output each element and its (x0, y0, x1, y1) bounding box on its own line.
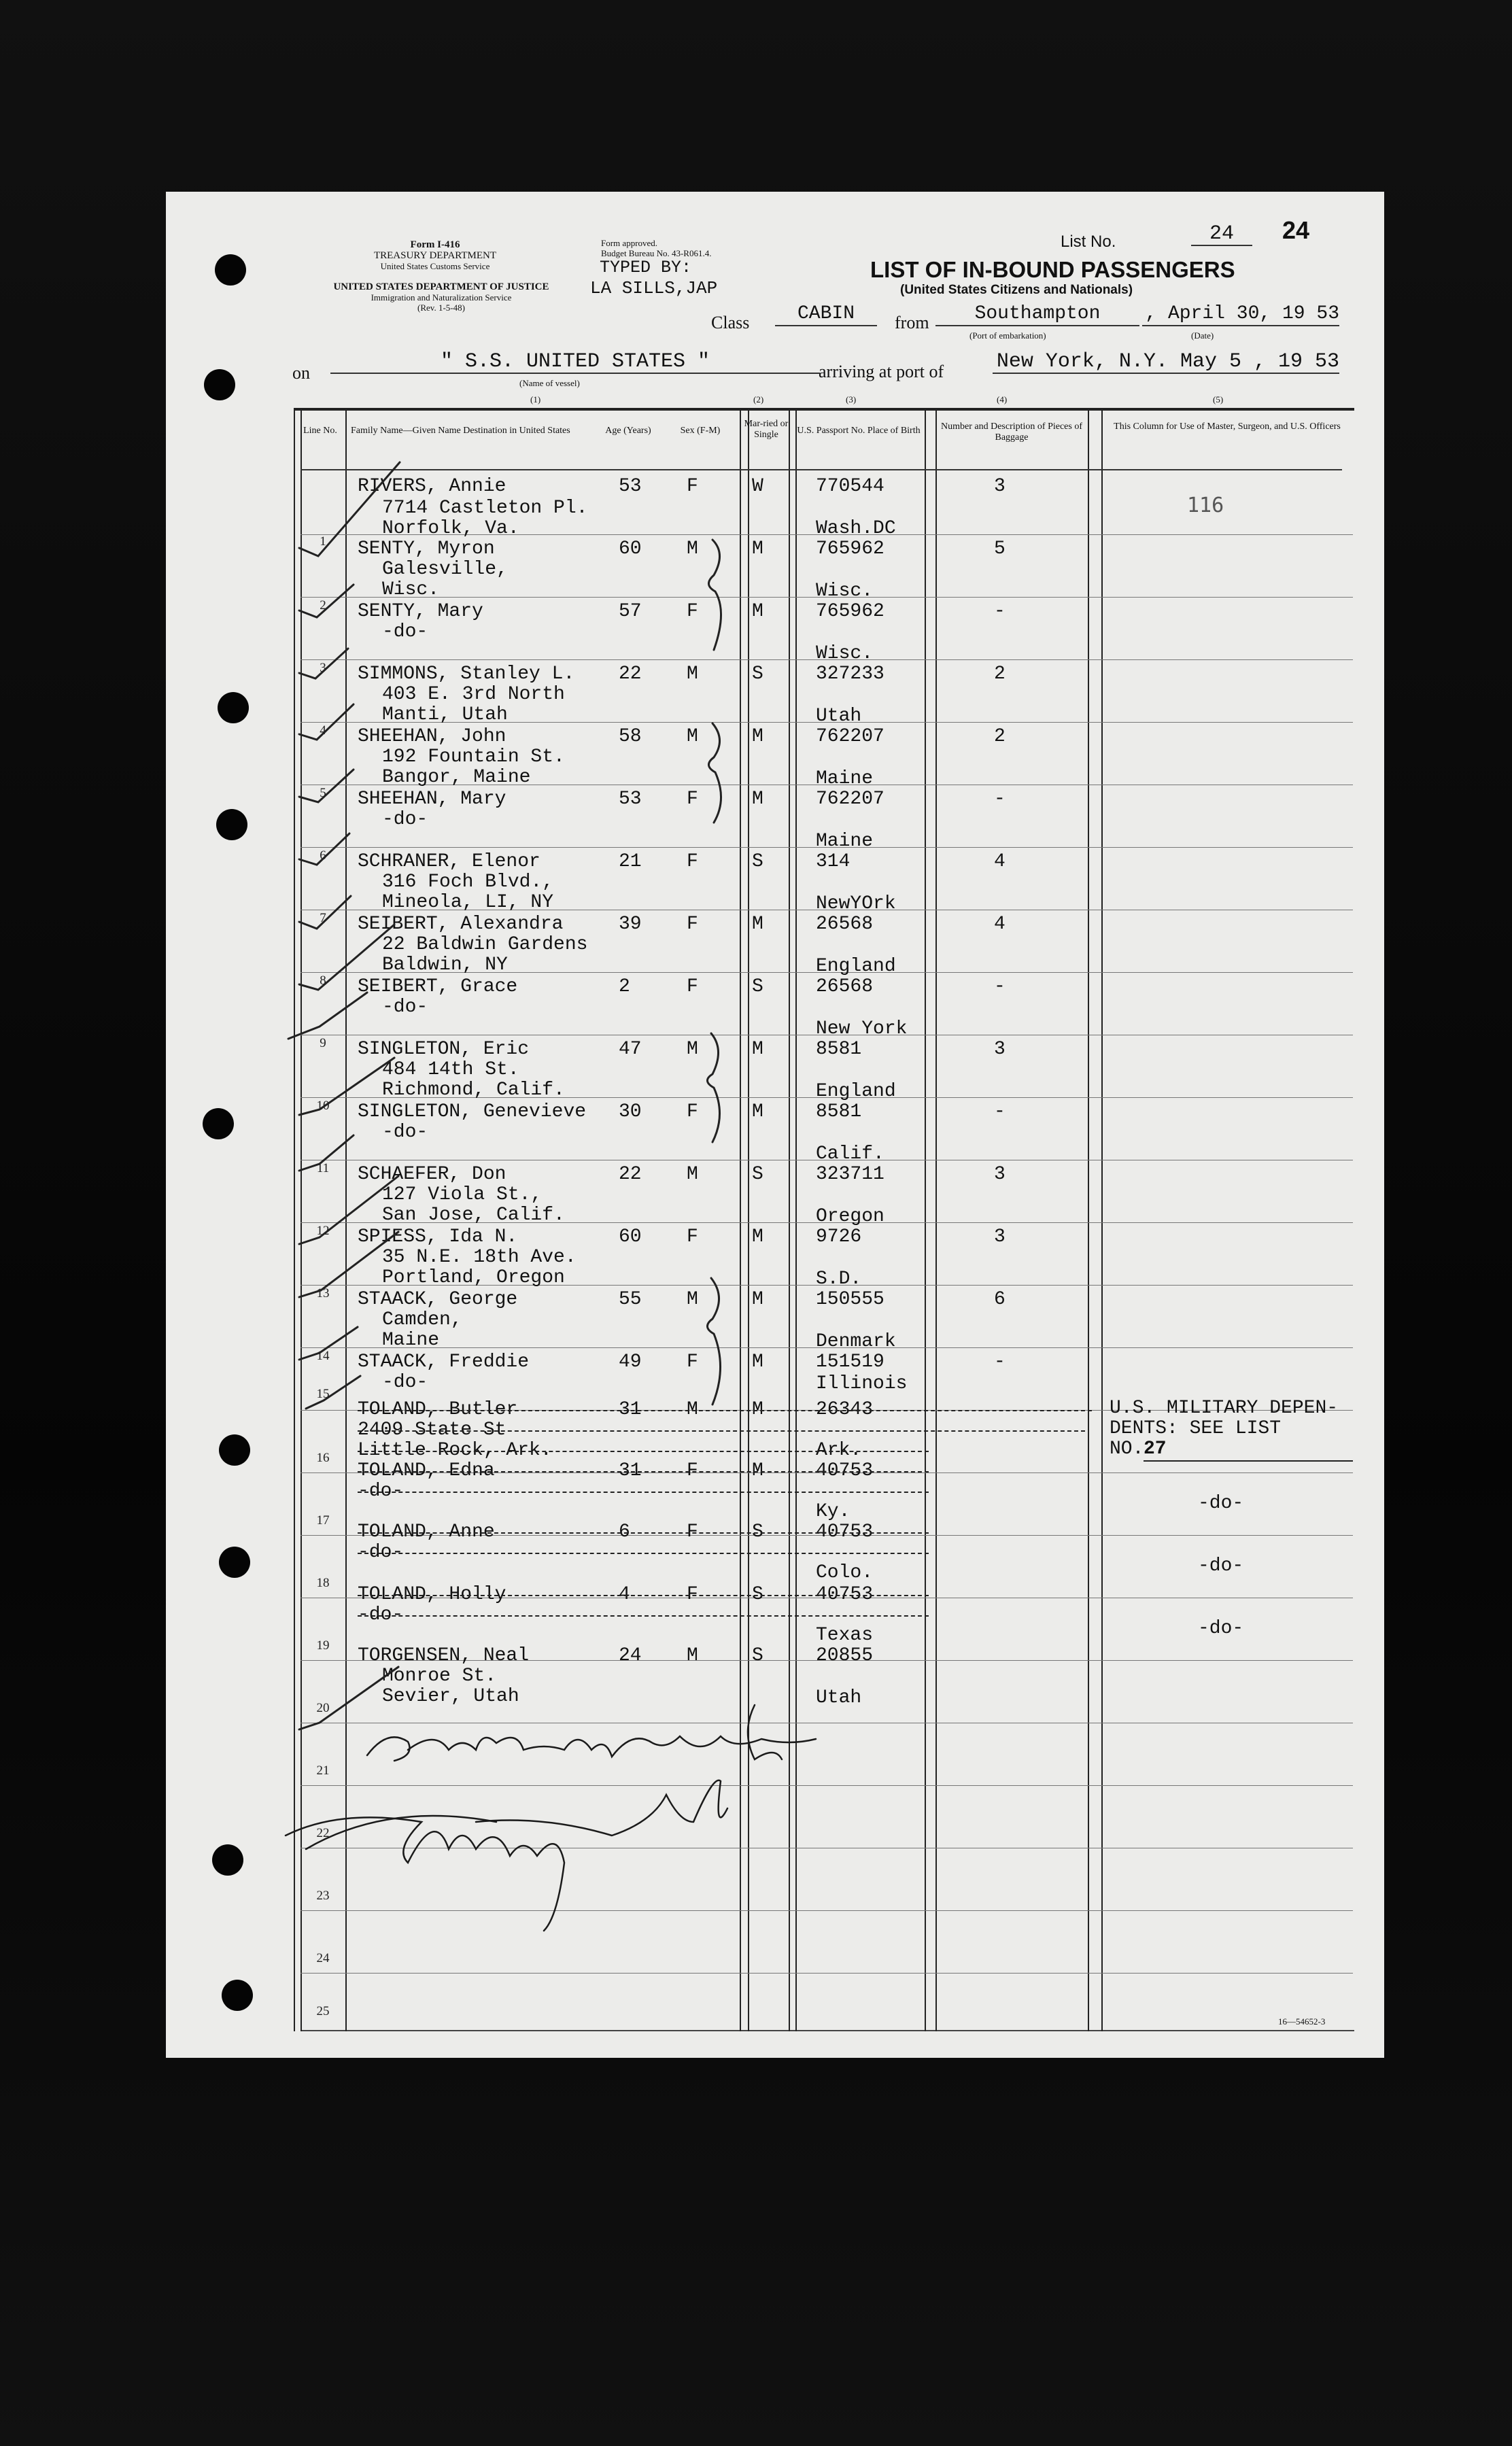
line-number: 22 (316, 1826, 330, 1840)
officer-remark: DENTS: SEE LIST (1110, 1418, 1282, 1439)
passenger-address: Monroe St. (382, 1666, 497, 1687)
line-number: 23 (316, 1889, 330, 1903)
on-label: on (292, 363, 310, 383)
line-number: 24 (316, 1951, 330, 1965)
passenger-sex: F (687, 789, 698, 810)
passenger-sex: M (687, 1399, 698, 1420)
place-of-birth: S.D. (816, 1269, 862, 1290)
passenger-address: -do- (382, 809, 428, 830)
line-number: 9 (320, 1036, 326, 1050)
officer-remark: U.S. MILITARY DEPEN- (1110, 1398, 1339, 1419)
passenger-address: -do- (358, 1604, 404, 1625)
passenger-name: SHEEHAN, John (358, 726, 506, 747)
place-of-birth: Denmark (816, 1331, 896, 1352)
list-no-label: List No. (1061, 232, 1116, 251)
passenger-marital: M (752, 1399, 763, 1420)
officer-remark: -do- (1198, 1493, 1244, 1514)
passenger-sex: M (687, 664, 698, 685)
passenger-marital: M (752, 538, 763, 559)
check-mark (299, 649, 348, 678)
check-mark (299, 833, 349, 865)
passenger-sex: F (687, 1521, 698, 1543)
header-baggage: Number and Description of Pieces of Baggage (941, 421, 1082, 443)
passenger-age: 6 (619, 1521, 630, 1543)
place-of-birth: New York (816, 1018, 908, 1039)
passenger-age: 58 (619, 726, 642, 747)
check-mark (299, 704, 354, 740)
justice-department: UNITED STATES DEPARTMENT OF JUSTICE (333, 281, 549, 292)
passenger-name: STAACK, Freddie (358, 1351, 530, 1373)
col-num-1: (1) (530, 394, 541, 404)
line-number: 16 (316, 1451, 330, 1465)
place-of-birth: Ark. (816, 1440, 862, 1461)
baggage-count: - (994, 1351, 1006, 1373)
passenger-marital: M (752, 601, 763, 622)
passenger-sex: F (687, 1460, 698, 1481)
passport-number: 150555 (816, 1289, 884, 1310)
list-title: LIST OF IN-BOUND PASSENGERS (870, 257, 1235, 282)
passenger-name: SHEEHAN, Mary (358, 789, 506, 810)
printer-code: 16—54652-3 (1278, 2016, 1326, 2027)
place-of-birth: England (816, 956, 896, 977)
passenger-address: -do- (358, 1542, 404, 1563)
passenger-name: SIMMONS, Stanley L. (358, 664, 575, 685)
col-num-2: (2) (753, 394, 764, 404)
passenger-sex: F (687, 1226, 698, 1247)
passenger-age: 21 (619, 851, 642, 872)
passenger-marital: M (752, 1039, 763, 1060)
check-mark (299, 1176, 398, 1244)
passenger-sex: M (687, 1289, 698, 1310)
typed-by-label: TYPED BY: (600, 258, 692, 277)
class-label: Class (711, 313, 750, 332)
treasury-department: TREASURY DEPARTMENT (373, 250, 497, 261)
header-sex: Sex (F-M) (680, 426, 721, 436)
passenger-sex: M (687, 726, 698, 747)
passenger-address: -do- (382, 1122, 428, 1143)
passport-number: 26568 (816, 976, 874, 997)
passenger-address: 192 Fountain St. (382, 746, 565, 768)
place-of-birth: Ky. (816, 1501, 850, 1522)
place-of-birth: Utah (816, 706, 862, 727)
passenger-marital: M (752, 789, 763, 810)
check-mark (288, 993, 367, 1039)
bracket-mark (708, 723, 721, 823)
check-mark (306, 1376, 360, 1409)
line-number: 8 (320, 974, 326, 988)
passport-number: 765962 (816, 601, 884, 622)
passport-number: 762207 (816, 726, 884, 747)
check-mark (299, 585, 354, 617)
baggage-count: - (994, 601, 1006, 622)
header-family-name: Family Name—Given Name Destination in United States (351, 426, 570, 436)
passenger-name: TOLAND, Anne (358, 1521, 495, 1543)
passenger-name: SENTY, Mary (358, 601, 483, 622)
form-approved: Form approved. (601, 238, 658, 248)
officer-remark: -do- (1198, 1555, 1244, 1577)
passport-number: 765962 (816, 538, 884, 559)
form-number: Form I-416 (410, 239, 460, 250)
place-of-birth: Maine (816, 831, 874, 852)
passport-number: 9726 (816, 1226, 862, 1247)
line-number: 12 (316, 1224, 330, 1238)
typed-by-value: LA SILLS,JAP (590, 278, 718, 298)
line-number: 14 (316, 1349, 330, 1363)
passport-number: 762207 (816, 789, 884, 810)
passenger-address: -do- (382, 621, 428, 642)
arrival-port-date: New York, N.Y. May 5 , 19 53 (993, 351, 1339, 374)
place-of-birth: Texas (816, 1625, 874, 1646)
place-of-birth: NewYOrk (816, 893, 896, 914)
passenger-sex: M (687, 1164, 698, 1185)
passenger-sex: F (687, 601, 698, 622)
vessel-name: " S.S. UNITED STATES " (330, 351, 820, 374)
passenger-marital: M (752, 914, 763, 935)
passenger-age: 30 (619, 1101, 642, 1122)
baggage-count: 2 (994, 664, 1006, 685)
class-value: CABIN (775, 303, 877, 326)
passenger-address: Bangor, Maine (382, 767, 531, 788)
customs-service: United States Customs Service (380, 261, 490, 271)
passenger-sex: F (687, 976, 698, 997)
passenger-name: TOLAND, Holly (358, 1584, 506, 1605)
passenger-address: Camden, (382, 1309, 462, 1330)
check-marks (288, 462, 400, 1729)
passenger-address: Maine (382, 1330, 440, 1351)
place-of-birth: England (816, 1081, 896, 1102)
passenger-address: Mineola, LI, NY (382, 892, 554, 913)
header-officers: This Column for Use of Master, Surgeon, and U.S. Officers (1114, 421, 1341, 432)
passenger-name: SCHRANER, Elenor (358, 851, 540, 872)
passenger-marital: S (752, 976, 763, 997)
passenger-name: RIVERS, Annie (358, 476, 506, 497)
passenger-address: -do- (382, 1372, 428, 1393)
passenger-address: Richmond, Calif. (382, 1080, 565, 1101)
passenger-address: 2409 State St (358, 1419, 506, 1441)
passenger-age: 31 (619, 1399, 642, 1420)
officer-remark: NO. (1110, 1439, 1144, 1460)
baggage-count: 5 (994, 538, 1006, 559)
passenger-marital: S (752, 851, 763, 872)
header-age: Age (Years) (605, 426, 651, 436)
passenger-address: Norfolk, Va. (382, 518, 519, 539)
list-no-stamp: 24 (1282, 216, 1310, 244)
passenger-sex: F (687, 1351, 698, 1373)
line-number: 21 (316, 1763, 330, 1778)
passport-number: 770544 (816, 476, 884, 497)
line-number: 10 (316, 1099, 330, 1113)
ins-service: Immigration and Naturalization Service (371, 292, 512, 303)
from-label: from (895, 313, 929, 332)
passenger-age: 2 (619, 976, 630, 997)
passenger-address: Sevier, Utah (382, 1686, 519, 1707)
passenger-age: 57 (619, 601, 642, 622)
line-number: 15 (316, 1387, 330, 1401)
baggage-count: 3 (994, 1039, 1006, 1060)
passenger-sex: F (687, 1584, 698, 1605)
passport-number: 151519 (816, 1351, 884, 1373)
officer-remark: 116 (1187, 494, 1224, 517)
passenger-address: 127 Viola St., (382, 1184, 543, 1205)
passenger-age: 60 (619, 1226, 642, 1247)
header-married: Mar-ried or Single (744, 419, 789, 440)
place-of-birth: Maine (816, 768, 874, 789)
passenger-age: 22 (619, 664, 642, 685)
passenger-address: 35 N.E. 18th Ave. (382, 1247, 577, 1268)
place-of-birth: Wash.DC (816, 518, 896, 539)
passenger-address: 7714 Castleton Pl. (382, 498, 588, 519)
passenger-age: 4 (619, 1584, 630, 1605)
vessel-caption: (Name of vessel) (519, 378, 580, 388)
passenger-address: Baldwin, NY (382, 954, 508, 976)
line-number: 7 (320, 911, 326, 925)
passenger-marital: S (752, 664, 763, 685)
place-of-birth: Wisc. (816, 643, 874, 664)
passenger-address: San Jose, Calif. (382, 1205, 565, 1226)
baggage-count: 3 (994, 1164, 1006, 1185)
passenger-age: 39 (619, 914, 642, 935)
passenger-marital: M (752, 1289, 763, 1310)
list-subtitle: (United States Citizens and Nationals) (900, 283, 1133, 297)
passenger-marital: M (752, 1351, 763, 1373)
baggage-count: - (994, 976, 1006, 997)
check-mark (299, 1667, 398, 1729)
port-caption: (Port of embarkation) (969, 330, 1046, 341)
check-mark (299, 462, 400, 556)
passenger-name: SEIBERT, Alexandra (358, 914, 564, 935)
passenger-age: 53 (619, 789, 642, 810)
check-mark (299, 770, 354, 802)
passenger-age: 24 (619, 1645, 642, 1666)
line-number: 25 (316, 2004, 330, 2018)
list-no-value: 24 (1191, 223, 1252, 246)
passenger-name: SEIBERT, Grace (358, 976, 518, 997)
budget-bureau: Budget Bureau No. 43-R061.4. (601, 248, 712, 258)
passenger-name: SCHAEFER, Don (358, 1164, 506, 1185)
line-number: 5 (320, 786, 326, 800)
passenger-address: Little Rock, Ark. (358, 1440, 552, 1461)
baggage-count: 3 (994, 476, 1006, 497)
place-of-birth: Utah (816, 1687, 862, 1708)
passenger-sex: M (687, 1039, 698, 1060)
passenger-sex: F (687, 476, 698, 497)
check-mark (299, 896, 351, 929)
port-of-embarkation: Southampton (935, 303, 1139, 326)
line-number: 13 (316, 1286, 330, 1300)
passenger-marital: M (752, 1226, 763, 1247)
line-number: 6 (320, 848, 326, 863)
passenger-age: 49 (619, 1351, 642, 1373)
passenger-sex: F (687, 914, 698, 935)
passenger-marital: W (752, 476, 763, 497)
passenger-sex: F (687, 851, 698, 872)
passenger-address: Wisc. (382, 579, 440, 600)
passenger-name: TORGENSEN, Neal (358, 1645, 530, 1666)
officer-remark-list-number: 27 (1144, 1439, 1353, 1462)
place-of-birth: Illinois (816, 1373, 908, 1394)
line-number: 20 (316, 1701, 330, 1715)
col-num-3: (3) (846, 394, 857, 404)
baggage-count: 6 (994, 1289, 1006, 1310)
passport-number: 40753 (816, 1584, 874, 1605)
baggage-count: 2 (994, 726, 1006, 747)
check-mark (299, 1232, 398, 1297)
passenger-age: 31 (619, 1460, 642, 1481)
passenger-address: -do- (358, 1481, 404, 1502)
check-mark (299, 1135, 354, 1171)
passenger-name: SPIESS, Ida N. (358, 1226, 518, 1247)
passenger-address: 316 Foch Blvd., (382, 872, 554, 893)
passenger-age: 22 (619, 1164, 642, 1185)
line-number: 2 (320, 598, 326, 613)
passport-number: 20855 (816, 1645, 874, 1666)
departure-date: , April 30, 19 53 (1142, 303, 1339, 326)
check-mark (299, 925, 394, 990)
passenger-marital: M (752, 726, 763, 747)
passenger-address: Portland, Oregon (382, 1267, 565, 1288)
baggage-count: - (994, 789, 1006, 810)
passport-number: 327233 (816, 664, 884, 685)
form-revision: (Rev. 1-5-48) (417, 303, 465, 313)
place-of-birth: Wisc. (816, 581, 874, 602)
passport-number: 323711 (816, 1164, 884, 1185)
passenger-marital: S (752, 1584, 763, 1605)
passenger-address: Manti, Utah (382, 704, 508, 725)
passenger-address: 403 E. 3rd North (382, 684, 565, 705)
passport-number: 26343 (816, 1399, 874, 1420)
passport-number: 26568 (816, 914, 874, 935)
baggage-count: 3 (994, 1226, 1006, 1247)
passenger-name: TOLAND, Edna (358, 1460, 495, 1481)
baggage-count: 4 (994, 851, 1006, 872)
col-num-4: (4) (997, 394, 1008, 404)
passenger-name: TOLAND, Butler (358, 1399, 518, 1420)
line-number: 1 (320, 534, 326, 549)
passenger-name: SINGLETON, Genevieve (358, 1101, 587, 1122)
passenger-age: 60 (619, 538, 642, 559)
passenger-address: -do- (382, 997, 428, 1018)
bracket-mark (707, 1278, 720, 1405)
date-caption: (Date) (1191, 330, 1214, 341)
check-mark (299, 1327, 358, 1360)
family-brackets (707, 540, 721, 1405)
passenger-age: 53 (619, 476, 642, 497)
col-num-5: (5) (1213, 394, 1224, 404)
line-number: 19 (316, 1638, 330, 1653)
bracket-mark (708, 540, 721, 650)
line-number: 11 (316, 1161, 330, 1175)
place-of-birth: Calif. (816, 1143, 884, 1165)
passenger-age: 47 (619, 1039, 642, 1060)
arriving-label: arriving at port of (819, 362, 944, 381)
officer-remark: -do- (1198, 1618, 1244, 1639)
passenger-address: 484 14th St. (382, 1059, 519, 1080)
passenger-sex: F (687, 1101, 698, 1122)
passenger-marital: M (752, 1460, 763, 1481)
passenger-marital: M (752, 1101, 763, 1122)
line-number: 18 (316, 1576, 330, 1590)
passenger-age: 55 (619, 1289, 642, 1310)
passport-number: 40753 (816, 1521, 874, 1543)
line-number: 17 (316, 1513, 330, 1528)
passenger-name: SENTY, Myron (358, 538, 495, 559)
passenger-name: SINGLETON, Eric (358, 1039, 530, 1060)
place-of-birth: Oregon (816, 1206, 884, 1227)
bracket-mark (707, 1033, 719, 1142)
passenger-sex: M (687, 1645, 698, 1666)
passenger-marital: S (752, 1164, 763, 1185)
line-number: 3 (320, 661, 326, 675)
check-mark (299, 1058, 394, 1115)
passport-number: 8581 (816, 1039, 862, 1060)
passport-number: 8581 (816, 1101, 862, 1122)
baggage-count: 4 (994, 914, 1006, 935)
header-passport: U.S. Passport No. Place of Birth (797, 426, 921, 436)
passenger-marital: S (752, 1645, 763, 1666)
passenger-name: STAACK, George (358, 1289, 518, 1310)
place-of-birth: Colo. (816, 1562, 874, 1583)
passenger-marital: S (752, 1521, 763, 1543)
header-line-no: Line No. (303, 426, 337, 436)
passenger-sex: M (687, 538, 698, 559)
baggage-count: - (994, 1101, 1006, 1122)
passport-number: 40753 (816, 1460, 874, 1481)
clerk-signature (286, 1705, 816, 1931)
passenger-address: 22 Baldwin Gardens (382, 934, 588, 955)
passenger-address: Galesville, (382, 559, 508, 580)
passport-number: 314 (816, 851, 850, 872)
line-number: 4 (320, 723, 326, 738)
